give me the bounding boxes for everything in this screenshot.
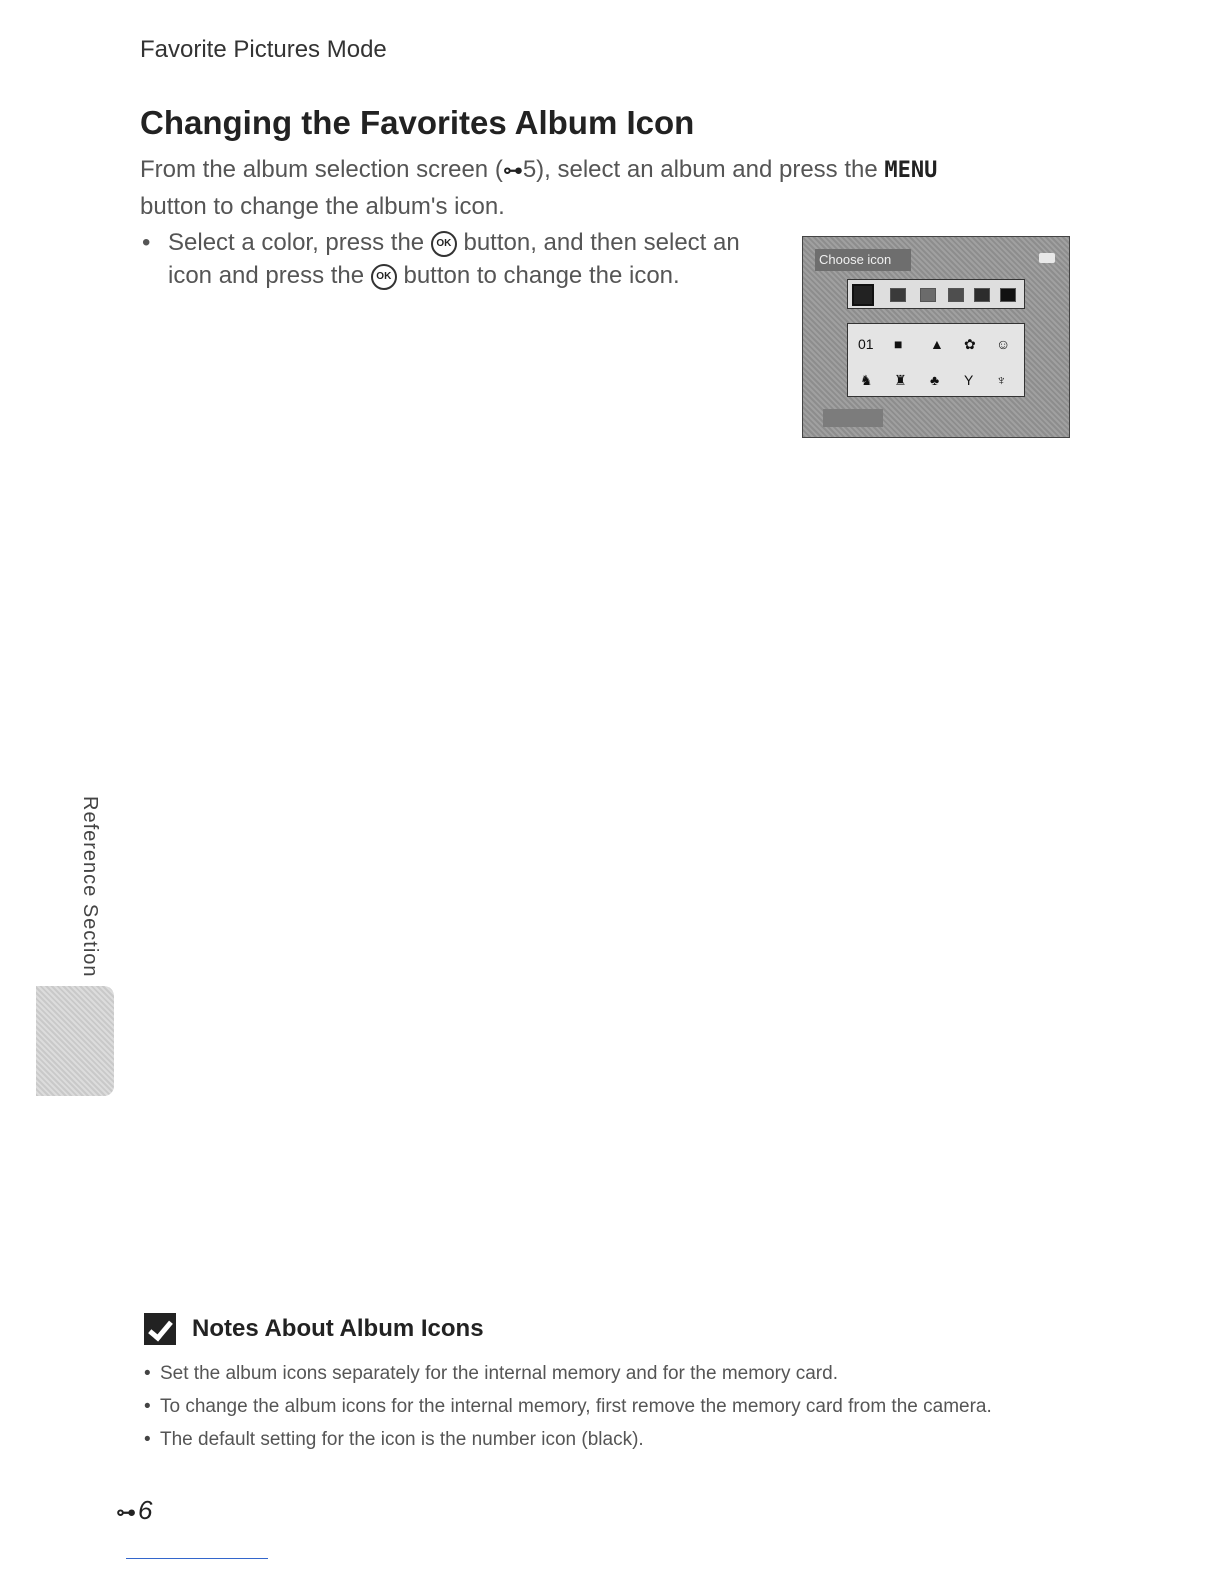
bullet-text-3: button to change the icon. <box>396 262 680 289</box>
icon-cell: ♞ <box>860 372 873 388</box>
camera-screen-illustration <box>802 236 1070 438</box>
ok-button-icon: OK <box>431 231 457 257</box>
icon-cell: ♆ <box>996 372 1007 388</box>
icon-grid <box>847 323 1025 397</box>
note-item: • The default setting for the icon is the number icon (black). <box>144 1424 1024 1455</box>
bottom-link-rule <box>126 1558 268 1559</box>
bullet-dot: • <box>142 229 151 256</box>
battery-icon <box>1039 253 1055 263</box>
icon-cell: ▲ <box>930 336 944 352</box>
bullet-text-1: Select a color, press the <box>168 229 431 256</box>
instruction-text <box>168 226 780 292</box>
instruction-bullet <box>140 226 780 292</box>
section-title: Changing the Favorites Album Icon <box>140 104 695 141</box>
page-number-value: 6 <box>138 1495 153 1525</box>
reference-icon: ⊶ <box>502 160 523 182</box>
notes-heading <box>144 1311 484 1347</box>
icon-cell: ♜ <box>894 372 907 388</box>
icon-cell: ♣ <box>930 372 940 388</box>
color-swatch <box>974 288 990 302</box>
intro-text-1: From the album selection screen ( <box>140 156 503 183</box>
color-swatch <box>890 288 906 302</box>
color-swatch <box>852 284 874 306</box>
notes-title: Notes About Album Icons <box>192 1315 484 1342</box>
check-icon <box>144 1313 176 1345</box>
side-section-label: Reference Section <box>79 796 101 978</box>
intro-text-2: ), select an album and press the <box>536 156 885 183</box>
bullet-text-2: button, and then select an icon and press the <box>168 229 740 289</box>
color-selection-row <box>847 279 1025 309</box>
icon-cell: Y <box>964 372 974 388</box>
screen-title: Choose icon <box>815 249 911 271</box>
color-swatch <box>948 288 964 302</box>
running-head: Favorite Pictures Mode <box>140 36 387 63</box>
icon-cell: ☺ <box>996 336 1011 352</box>
reference-icon: ⊶ <box>116 1502 136 1524</box>
side-section-tab <box>36 986 114 1096</box>
color-swatch <box>1000 288 1016 302</box>
color-swatch <box>920 288 936 302</box>
icon-cell: 01 <box>858 336 874 352</box>
intro-paragraph <box>140 152 1020 225</box>
note-item: • Set the album icons separately for the internal memory and for the memory card. <box>144 1358 1024 1389</box>
menu-button-label: MENU <box>884 158 938 183</box>
screen-footer-bar <box>823 409 883 427</box>
reference-page: 5 <box>522 156 537 183</box>
ok-button-icon-2: OK <box>371 264 397 290</box>
notes-list <box>144 1358 1024 1457</box>
icon-cell: ✿ <box>964 336 976 352</box>
note-item: • To change the album icons for the internal memory, first remove the memory card from the camera. <box>144 1391 1024 1422</box>
icon-cell: ■ <box>894 336 903 352</box>
intro-text-3: button to change the album's icon. <box>140 193 505 220</box>
page-number <box>116 1495 152 1526</box>
